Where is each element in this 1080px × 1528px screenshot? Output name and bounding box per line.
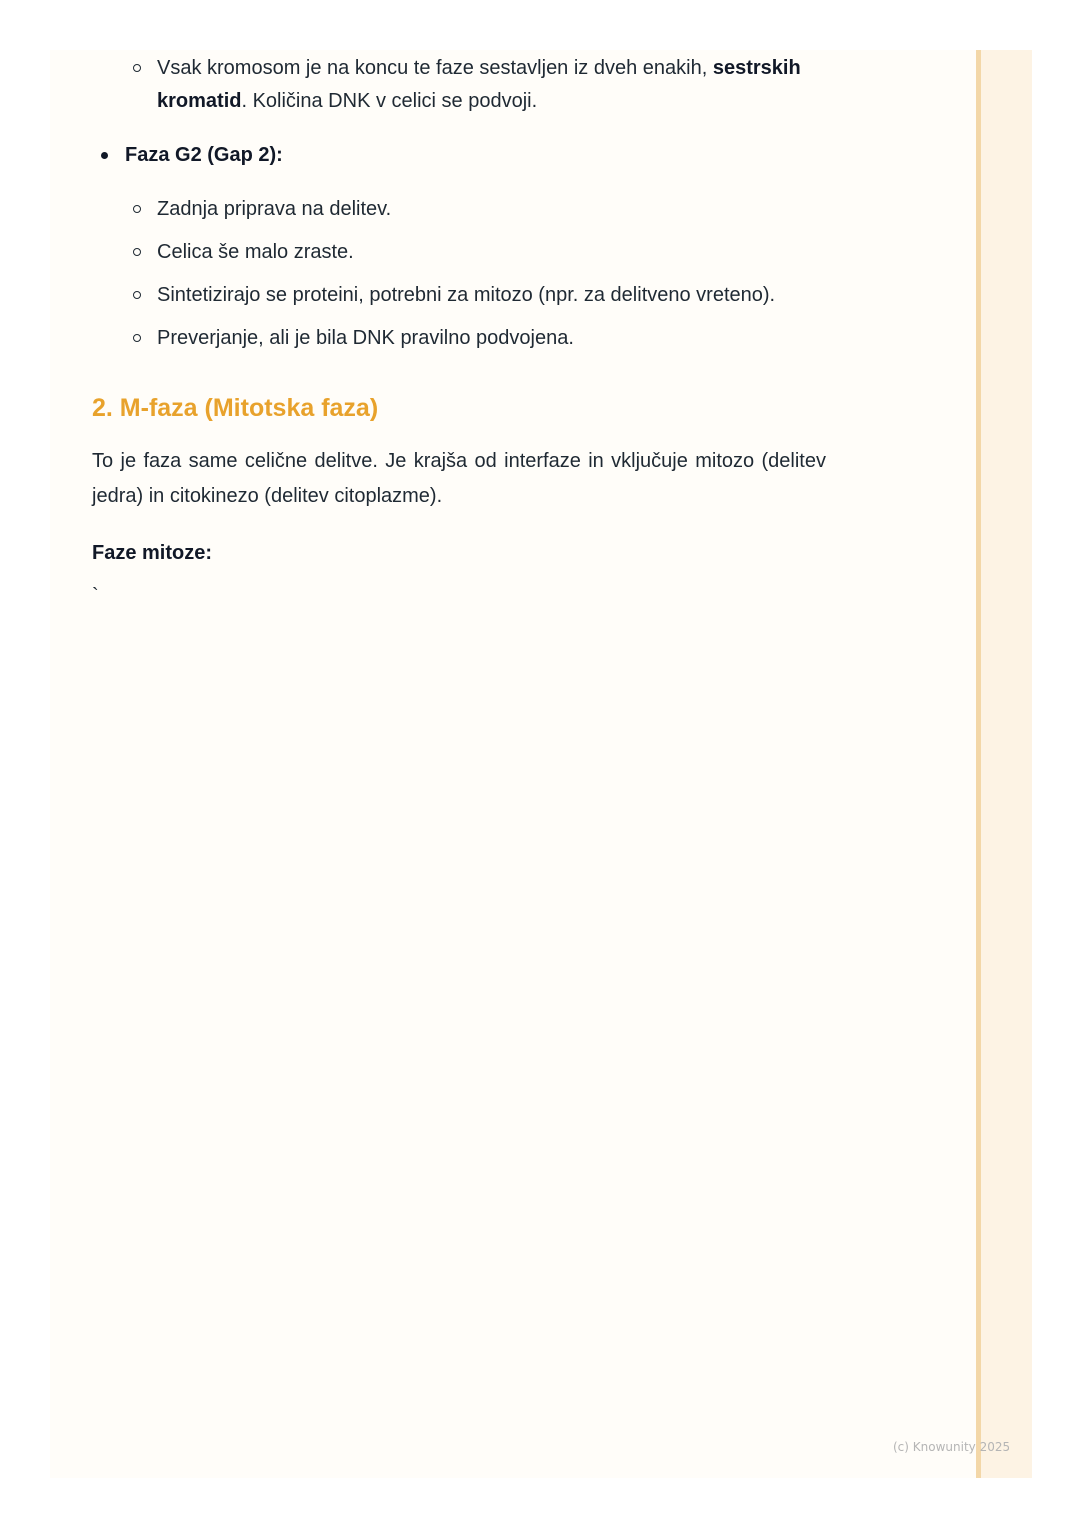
g2-title: Faza G2 (Gap 2):: [125, 144, 283, 166]
list-item-g2: [92, 322, 826, 355]
circle-bullet-icon: [133, 291, 141, 299]
section-paragraph: To je faza same celične delitve. Je krajša od interfaze in vključuje mitozo (delitev jedra) in citokinezo (delitev citoplazme).: [92, 450, 826, 507]
list-item-text: Celica še malo zraste.: [157, 241, 354, 263]
bullet-icon: [101, 152, 108, 159]
circle-bullet-icon: [133, 205, 141, 213]
circle-bullet-icon: [133, 248, 141, 256]
circle-bullet-icon: [133, 334, 141, 342]
document-content: [92, 52, 826, 606]
list-item-text: Vsak kromosom je na koncu te faze sestavljen iz dveh enakih,: [157, 57, 713, 79]
subheading-mitosis-phases: Faze mitoze:: [92, 542, 213, 564]
list-item-g2: [92, 279, 826, 312]
section-heading-m-phase: 2. M-faza (Mitotska faza): [92, 394, 379, 422]
side-margin-band: [976, 50, 1032, 1478]
bold-term: sestrskih kromatid: [157, 57, 801, 112]
list-item-text: Preverjanje, ali je bila DNK pravilno podvojena.: [157, 327, 574, 349]
list-item-text: Sintetizirajo se proteini, potrebni za mitozo (npr. za delitveno vreteno).: [157, 284, 776, 306]
list-item-text-end: . Količina DNK v celici se podvoji.: [241, 90, 538, 112]
side-margin-line: [976, 50, 981, 1478]
list-item-s-phase: [92, 52, 826, 118]
copyright-footer: (c) Knowunity 2025: [893, 1440, 1011, 1454]
stray-mark: `: [92, 585, 99, 607]
circle-bullet-icon: [133, 64, 141, 72]
list-item-g2: [92, 236, 826, 269]
list-item-g2: [92, 193, 826, 226]
list-item-text: Zadnja priprava na delitev.: [157, 198, 392, 220]
list-item-g2-title: [92, 139, 826, 172]
